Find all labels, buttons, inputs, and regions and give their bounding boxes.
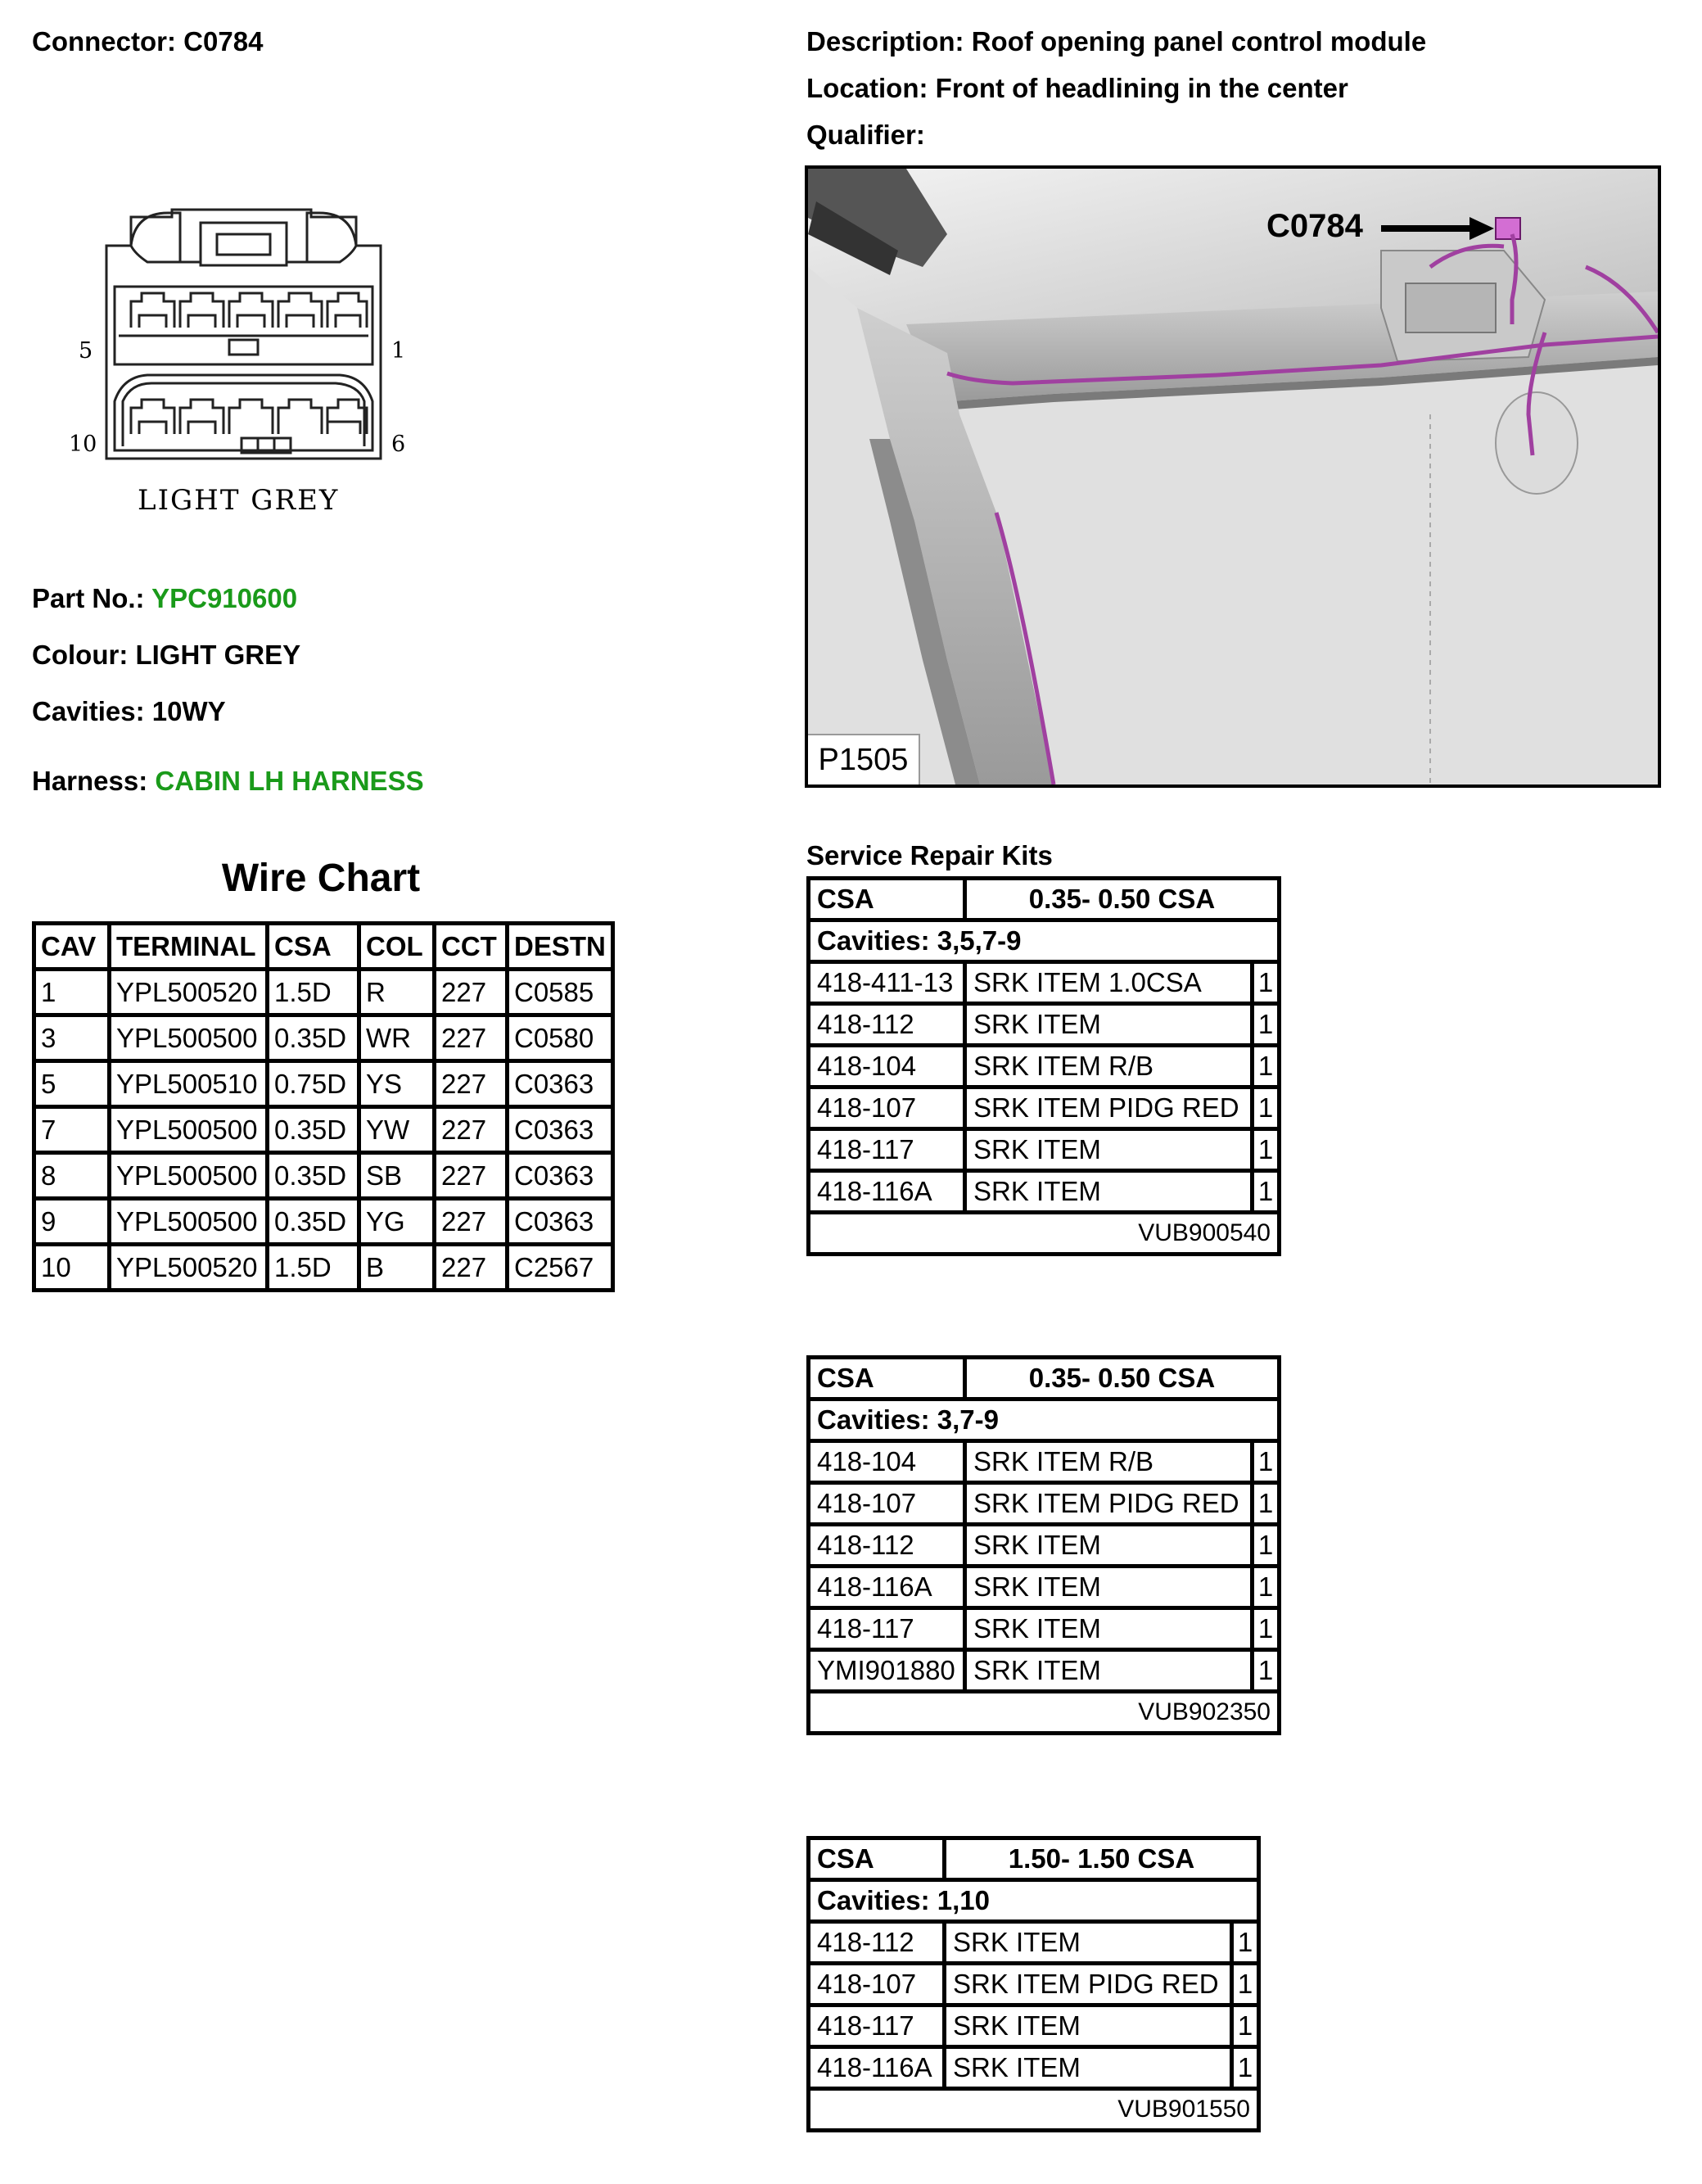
table-row xyxy=(34,1015,613,1061)
cell-cct: 227 xyxy=(435,1107,508,1153)
table-row xyxy=(809,1608,1280,1650)
repair-kit-table-2 xyxy=(806,1355,1281,1735)
kit-csa-range: 0.35- 0.50 CSA xyxy=(965,879,1280,920)
location-line xyxy=(806,73,1348,104)
table-row xyxy=(809,1441,1280,1483)
kit-item-desc: SRK ITEM xyxy=(965,1004,1253,1046)
kit-item-part: 418-117 xyxy=(809,1608,965,1650)
header-cct: CCT xyxy=(435,924,508,970)
cell-cav: 7 xyxy=(34,1107,110,1153)
kit-item-desc: SRK ITEM xyxy=(945,2005,1232,2047)
kit-cavities-row xyxy=(809,1399,1280,1441)
kit-csa-label: CSA xyxy=(809,1358,965,1399)
kit-item-part: 418-104 xyxy=(809,1441,965,1483)
kit-item-desc: SRK ITEM PIDG RED xyxy=(945,1964,1232,2005)
cell-csa: 0.35D xyxy=(268,1015,359,1061)
kit-item-part: 418-112 xyxy=(809,1525,965,1567)
photo-reference: P1505 xyxy=(808,734,920,785)
table-row xyxy=(34,970,613,1015)
table-row xyxy=(809,1087,1280,1129)
kit-item-desc: SRK ITEM xyxy=(945,2047,1232,2089)
kit-item-qty: 1 xyxy=(1232,1964,1259,2005)
kit-item-qty: 1 xyxy=(1253,1483,1280,1525)
kit-item-qty: 1 xyxy=(1253,1171,1280,1213)
kit-item-desc: SRK ITEM xyxy=(965,1608,1253,1650)
description-line xyxy=(806,26,1426,57)
header-cav: CAV xyxy=(34,924,110,970)
table-row xyxy=(809,1046,1280,1087)
wire-chart-title: Wire Chart xyxy=(221,857,421,900)
header-col: COL xyxy=(359,924,435,970)
pin-10-label: 10 xyxy=(69,432,97,457)
kit-item-part: 418-104 xyxy=(809,1046,965,1087)
service-repair-kits-title: Service Repair Kits xyxy=(806,840,1053,870)
cell-destn: C2567 xyxy=(508,1245,613,1291)
table-row xyxy=(34,1061,613,1107)
qualifier-line xyxy=(806,120,925,151)
kit-item-desc: SRK ITEM xyxy=(965,1525,1253,1567)
repair-kit-table-3 xyxy=(806,1836,1261,2132)
cell-terminal: YPL500500 xyxy=(110,1153,268,1199)
kit-item-desc: SRK ITEM xyxy=(965,1567,1253,1608)
table-row xyxy=(809,962,1280,1004)
kit-item-qty: 1 xyxy=(1253,1567,1280,1608)
kit-csa-label: CSA xyxy=(809,1838,945,1880)
kit-item-qty: 1 xyxy=(1253,1004,1280,1046)
header-terminal: TERMINAL xyxy=(110,924,268,970)
table-row xyxy=(809,1525,1280,1567)
cell-terminal: YPL500520 xyxy=(110,970,268,1015)
kit-cavities: Cavities: 3,5,7-9 xyxy=(809,920,1280,962)
cell-col: YG xyxy=(359,1199,435,1245)
cell-terminal: YPL500520 xyxy=(110,1245,268,1291)
cell-cct: 227 xyxy=(435,1199,508,1245)
vehicle-roof-illustration xyxy=(808,169,1658,785)
kit-ref-row xyxy=(809,2089,1259,2131)
table-row xyxy=(809,1650,1280,1692)
cell-csa: 1.5D xyxy=(268,970,359,1015)
cell-cav: 5 xyxy=(34,1061,110,1107)
cell-terminal: YPL500500 xyxy=(110,1199,268,1245)
connector-face-diagram xyxy=(57,205,434,524)
kit-cavities: Cavities: 1,10 xyxy=(809,1880,1259,1922)
kit-item-part: YMI901880 xyxy=(809,1650,965,1692)
kit-item-desc: SRK ITEM xyxy=(945,1922,1232,1964)
table-row xyxy=(809,1004,1280,1046)
table-row xyxy=(34,1245,613,1291)
kit-cavities: Cavities: 3,7-9 xyxy=(809,1399,1280,1441)
kit-item-qty: 1 xyxy=(1253,1441,1280,1483)
kit-item-desc: SRK ITEM xyxy=(965,1171,1253,1213)
kit-reference: VUB901550 xyxy=(809,2089,1259,2131)
table-row xyxy=(809,1922,1259,1964)
cell-destn: C0363 xyxy=(508,1153,613,1199)
connector-id: C0784 xyxy=(183,26,264,57)
cell-cct: 227 xyxy=(435,1015,508,1061)
harness-label: Harness: xyxy=(32,766,148,796)
kit-item-part: 418-411-13 xyxy=(809,962,965,1004)
kit-cavities-row xyxy=(809,920,1280,962)
kit-item-part: 418-112 xyxy=(809,1922,945,1964)
kit-item-desc: SRK ITEM PIDG RED xyxy=(965,1087,1253,1129)
table-row xyxy=(34,1199,613,1245)
pin-1-label: 1 xyxy=(391,338,406,364)
cell-col: YS xyxy=(359,1061,435,1107)
connector-line xyxy=(32,26,263,57)
cavities-line xyxy=(32,696,226,727)
photo-callout-label: C0784 xyxy=(1266,208,1363,244)
cell-col: B xyxy=(359,1245,435,1291)
kit-item-qty: 1 xyxy=(1253,1046,1280,1087)
kit-item-desc: SRK ITEM xyxy=(965,1129,1253,1171)
cell-destn: C0363 xyxy=(508,1061,613,1107)
kit-item-qty: 1 xyxy=(1232,1922,1259,1964)
kit-header-row xyxy=(809,1838,1259,1880)
table-row xyxy=(809,2047,1259,2089)
harness-line xyxy=(32,766,424,797)
cell-csa: 0.35D xyxy=(268,1199,359,1245)
colour-line xyxy=(32,640,300,671)
kit-item-desc: SRK ITEM R/B xyxy=(965,1441,1253,1483)
wire-chart-table xyxy=(32,921,615,1292)
location-label: Location: xyxy=(806,73,928,103)
cell-terminal: YPL500510 xyxy=(110,1061,268,1107)
cell-cav: 10 xyxy=(34,1245,110,1291)
pin-5-label: 5 xyxy=(79,338,93,364)
header-csa: CSA xyxy=(268,924,359,970)
cell-destn: C0580 xyxy=(508,1015,613,1061)
part-no-line xyxy=(32,583,297,614)
table-row xyxy=(809,1483,1280,1525)
cavities-value: 10WY xyxy=(151,696,226,726)
colour-label: Colour: xyxy=(32,640,129,670)
kit-item-desc: SRK ITEM 1.0CSA xyxy=(965,962,1253,1004)
kit-header-row xyxy=(809,879,1280,920)
location-value: Front of headlining in the center xyxy=(935,73,1348,103)
kit-ref-row xyxy=(809,1692,1280,1734)
qualifier-label: Qualifier: xyxy=(806,120,925,150)
cell-cav: 1 xyxy=(34,970,110,1015)
description-value: Roof opening panel control module xyxy=(971,26,1427,57)
cell-col: R xyxy=(359,970,435,1015)
cell-col: WR xyxy=(359,1015,435,1061)
kit-item-desc: SRK ITEM xyxy=(965,1650,1253,1692)
cell-cct: 227 xyxy=(435,1245,508,1291)
part-no-link[interactable]: YPC910600 xyxy=(151,583,298,613)
cell-cct: 227 xyxy=(435,970,508,1015)
cell-terminal: YPL500500 xyxy=(110,1107,268,1153)
description-label: Description: xyxy=(806,26,964,57)
part-no-label: Part No.: xyxy=(32,583,145,613)
cell-cav: 3 xyxy=(34,1015,110,1061)
colour-value: LIGHT GREY xyxy=(135,640,301,670)
kit-ref-row xyxy=(809,1213,1280,1255)
table-row xyxy=(809,2005,1259,2047)
cell-csa: 1.5D xyxy=(268,1245,359,1291)
kit-cavities-row xyxy=(809,1880,1259,1922)
cell-csa: 0.35D xyxy=(268,1107,359,1153)
cavities-label: Cavities: xyxy=(32,696,145,726)
table-row xyxy=(809,1129,1280,1171)
wire-chart-header-row xyxy=(34,924,613,970)
kit-csa-range: 1.50- 1.50 CSA xyxy=(945,1838,1259,1880)
cell-cct: 227 xyxy=(435,1061,508,1107)
cell-cct: 227 xyxy=(435,1153,508,1199)
cell-cav: 8 xyxy=(34,1153,110,1199)
cell-destn: C0363 xyxy=(508,1199,613,1245)
repair-kit-table-1 xyxy=(806,876,1281,1256)
kit-item-part: 418-116A xyxy=(809,1567,965,1608)
header-destn: DESTN xyxy=(508,924,613,970)
kit-item-qty: 1 xyxy=(1253,1525,1280,1567)
kit-item-qty: 1 xyxy=(1253,1129,1280,1171)
kit-csa-range: 0.35- 0.50 CSA xyxy=(965,1358,1280,1399)
table-row xyxy=(34,1107,613,1153)
kit-item-qty: 1 xyxy=(1232,2005,1259,2047)
kit-item-part: 418-117 xyxy=(809,2005,945,2047)
cell-destn: C0585 xyxy=(508,970,613,1015)
connector-colour-caption: LIGHT GREY xyxy=(138,484,340,517)
kit-csa-label: CSA xyxy=(809,879,965,920)
kit-item-qty: 1 xyxy=(1253,1650,1280,1692)
cell-csa: 0.75D xyxy=(268,1061,359,1107)
table-row xyxy=(809,1964,1259,2005)
kit-header-row xyxy=(809,1358,1280,1399)
kit-item-part: 418-117 xyxy=(809,1129,965,1171)
cell-destn: C0363 xyxy=(508,1107,613,1153)
location-photo xyxy=(805,165,1661,788)
kit-item-desc: SRK ITEM PIDG RED xyxy=(965,1483,1253,1525)
cell-col: YW xyxy=(359,1107,435,1153)
kit-item-qty: 1 xyxy=(1253,1608,1280,1650)
callout-arrow-icon xyxy=(1381,214,1496,243)
harness-link[interactable]: CABIN LH HARNESS xyxy=(155,766,424,796)
kit-item-part: 418-107 xyxy=(809,1964,945,2005)
kit-item-qty: 1 xyxy=(1253,1087,1280,1129)
kit-item-part: 418-116A xyxy=(809,1171,965,1213)
kit-item-part: 418-116A xyxy=(809,2047,945,2089)
kit-reference: VUB902350 xyxy=(809,1692,1280,1734)
kit-item-qty: 1 xyxy=(1253,962,1280,1004)
cell-csa: 0.35D xyxy=(268,1153,359,1199)
connector-label: Connector: xyxy=(32,26,176,57)
cell-col: SB xyxy=(359,1153,435,1199)
table-row xyxy=(34,1153,613,1199)
kit-reference: VUB900540 xyxy=(809,1213,1280,1255)
kit-item-part: 418-107 xyxy=(809,1483,965,1525)
kit-item-part: 418-107 xyxy=(809,1087,965,1129)
cell-terminal: YPL500500 xyxy=(110,1015,268,1061)
kit-item-qty: 1 xyxy=(1232,2047,1259,2089)
cell-cav: 9 xyxy=(34,1199,110,1245)
kit-item-desc: SRK ITEM R/B xyxy=(965,1046,1253,1087)
table-row xyxy=(809,1171,1280,1213)
pin-6-label: 6 xyxy=(391,432,406,457)
table-row xyxy=(809,1567,1280,1608)
kit-item-part: 418-112 xyxy=(809,1004,965,1046)
